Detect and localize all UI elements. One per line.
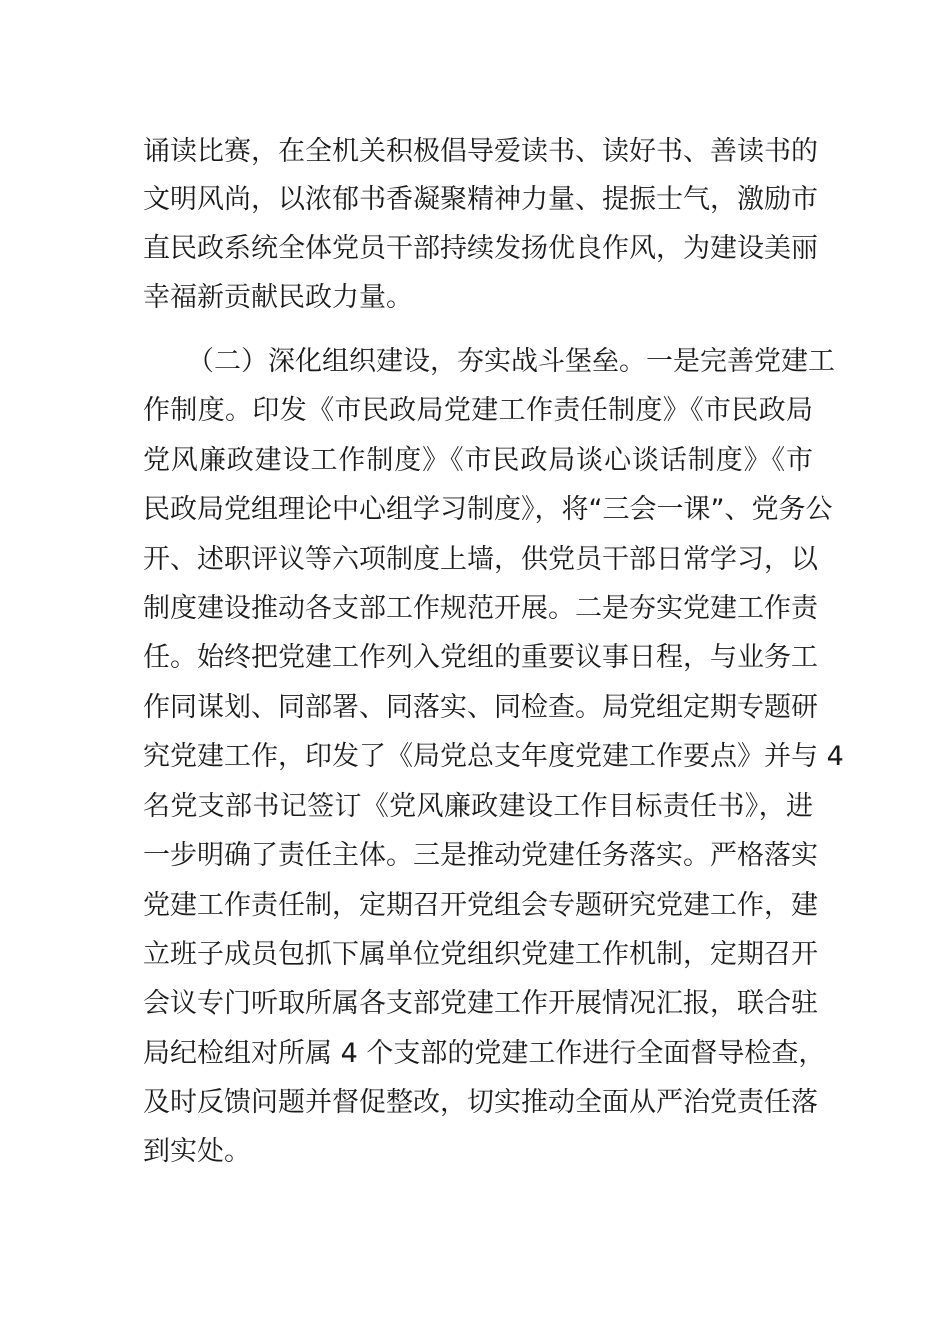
text-line: 名党支部书记签订《党风廉政建设工作目标责任书》，进 xyxy=(143,791,813,822)
text-line: 文明风尚，以浓郁书香凝聚精神力量、提振士气，激励市 xyxy=(143,184,818,215)
text-line: 党建工作责任制，定期召开党组会专题研究党建工作，建 xyxy=(143,890,818,921)
text-line: 会议专门听取所属各支部党建工作开展情况汇报，联合驻 xyxy=(143,988,818,1019)
text-line: 局纪检组对所属 4 个支部的党建工作进行全面督导检查， xyxy=(143,1038,826,1069)
text-line: 民政局党组理论中心组学习制度》，将“三会一课”、党务公 xyxy=(143,494,833,525)
text-line: 制度建设推动各支部工作规范开展。二是夯实党建工作责 xyxy=(143,593,818,624)
text-line: 幸福新贡献民政力量。 xyxy=(143,282,413,313)
text-line: 一步明确了责任主体。三是推动党建任务落实。严格落实 xyxy=(143,840,818,871)
text-line: 作制度。印发《市民政局党建工作责任制度》《市民政局 xyxy=(143,395,813,426)
text-line: 任。始终把党建工作列入党组的重要议事日程，与业务工 xyxy=(143,642,818,673)
text-line: （二）深化组织建设，夯实战斗堡垒。一是完善党建工 xyxy=(187,346,835,377)
text-line: 党风廉政建设工作制度》《市民政局谈心谈话制度》《市 xyxy=(143,445,813,476)
text-line: 究党建工作，印发了《局党总支年度党建工作要点》并与 4 xyxy=(143,741,844,772)
text-line: 诵读比赛，在全机关积极倡导爱读书、读好书、善读书的 xyxy=(143,136,818,167)
text-line: 开、述职评议等六项制度上墙，供党员干部日常学习，以 xyxy=(143,544,818,575)
text-line: 及时反馈问题并督促整改，切实推动全面从严治党责任落 xyxy=(143,1087,818,1118)
text-line: 到实处。 xyxy=(143,1136,251,1167)
text-line: 作同谋划、同部署、同落实、同检查。局党组定期专题研 xyxy=(143,692,818,723)
text-line: 立班子成员包抓下属单位党组织党建工作机制，定期召开 xyxy=(143,939,818,970)
text-line: 直民政系统全体党员干部持续发扬优良作风，为建设美丽 xyxy=(143,233,818,264)
